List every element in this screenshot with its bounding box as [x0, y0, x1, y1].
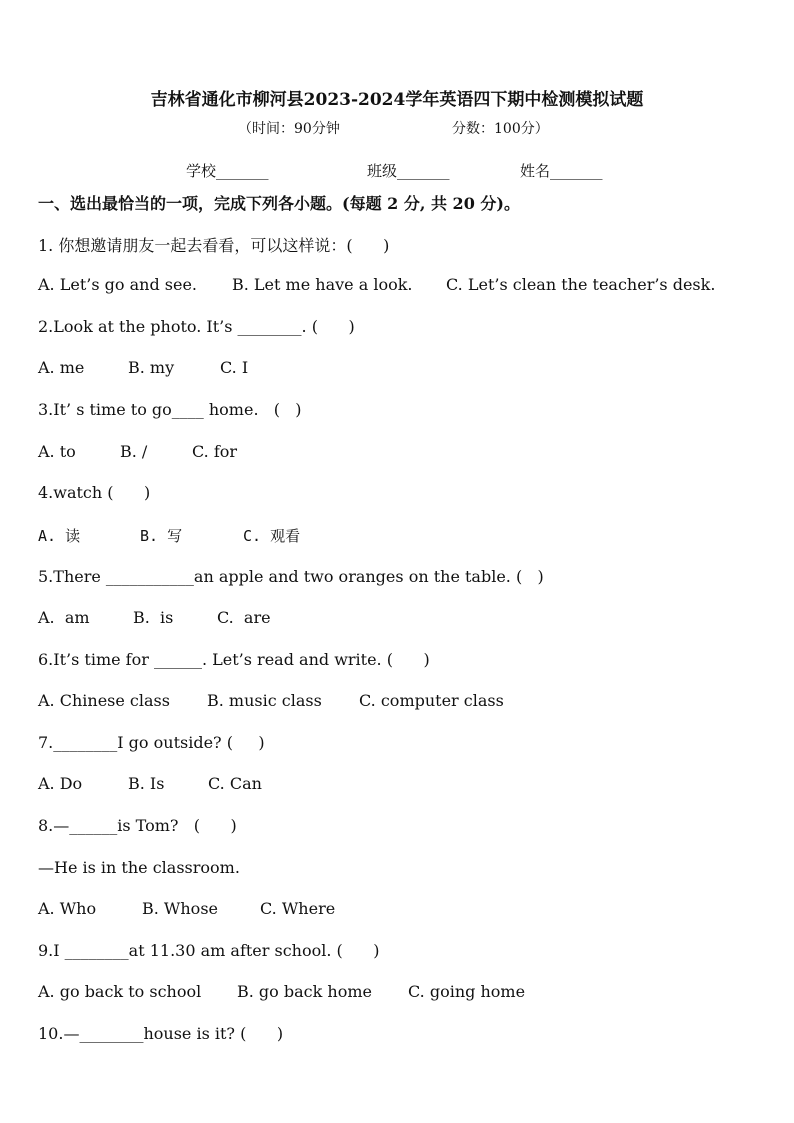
question-7-stem: 7.________I go outside? ( )	[38, 733, 265, 752]
question-9-option-c: C. going home	[408, 982, 526, 1001]
question-4-stem: 4.watch ( )	[38, 483, 151, 502]
exam-score: 分数：100分）	[452, 121, 549, 137]
question-5-option-a: A. am	[38, 608, 90, 627]
name-field: 姓名_______	[520, 162, 603, 180]
exam-title: 吉林省通化市柳河县2023-2024学年英语四下期中检测模拟试题	[150, 90, 644, 110]
question-6-option-c: C. computer class	[359, 691, 504, 710]
question-2-option-b: B. my	[128, 358, 175, 377]
question-8-option-b: B. Whose	[142, 899, 218, 918]
question-1-option-c: C. Let’s clean the teacher’s desk.	[446, 275, 716, 294]
question-8-option-a: A. Who	[38, 899, 97, 918]
question-6-option-a: A. Chinese class	[38, 691, 170, 710]
question-9-stem: 9.I ________at 11.30 am after school. ( )	[38, 941, 380, 960]
question-2-stem: 2.Look at the photo. It’s ________. ( )	[38, 317, 355, 336]
question-8-option-c: C. Where	[260, 899, 336, 918]
question-3-option-a: A. to	[38, 442, 76, 461]
question-5-option-c: C. are	[217, 608, 271, 627]
exam-time: （时间：90分钟	[238, 121, 340, 137]
question-4-option-b: B. 写	[140, 527, 183, 545]
question-6-stem: 6.It’s time for ______. Let’s read and write. ( )	[38, 650, 430, 669]
question-8-stem: 8.—______is Tom? ( )	[38, 816, 237, 835]
question-2-option-c: C. I	[220, 358, 249, 377]
question-6-option-b: B. music class	[207, 691, 322, 710]
question-4-option-c: C. 观看	[243, 527, 301, 545]
question-8-answer-line: —He is in the classroom.	[38, 858, 240, 877]
question-3-stem: 3.It’ s time to go____ home. ( )	[38, 400, 302, 419]
question-7-option-b: B. Is	[128, 774, 165, 793]
question-9-option-a: A. go back to school	[38, 982, 202, 1001]
question-7-option-c: C. Can	[208, 774, 262, 793]
question-5-option-b: B. is	[133, 608, 174, 627]
question-3-option-c: C. for	[192, 442, 238, 461]
question-7-option-a: A. Do	[38, 774, 83, 793]
question-2-option-a: A. me	[38, 358, 85, 377]
question-5-stem: 5.There ___________an apple and two oranges on the table. ( )	[38, 567, 544, 586]
question-1-option-b: B. Let me have a look.	[232, 275, 413, 294]
question-10-stem: 10.—________house is it? ( )	[38, 1024, 284, 1043]
class-field: 班级_______	[367, 162, 450, 180]
school-field: 学校_______	[186, 162, 269, 180]
question-3-option-b: B. /	[120, 442, 148, 461]
question-9-option-b: B. go back home	[237, 982, 372, 1001]
question-4-option-a: A. 读	[38, 527, 81, 545]
question-1-stem: 1. 你想邀请朋友一起去看看，可以这样说：( )	[38, 236, 390, 255]
question-1-option-a: A. Let’s go and see.	[38, 275, 197, 294]
section-heading: 一、选出最恰当的一项，完成下列各小题。(每题 2 分, 共 20 分)。	[38, 194, 520, 213]
